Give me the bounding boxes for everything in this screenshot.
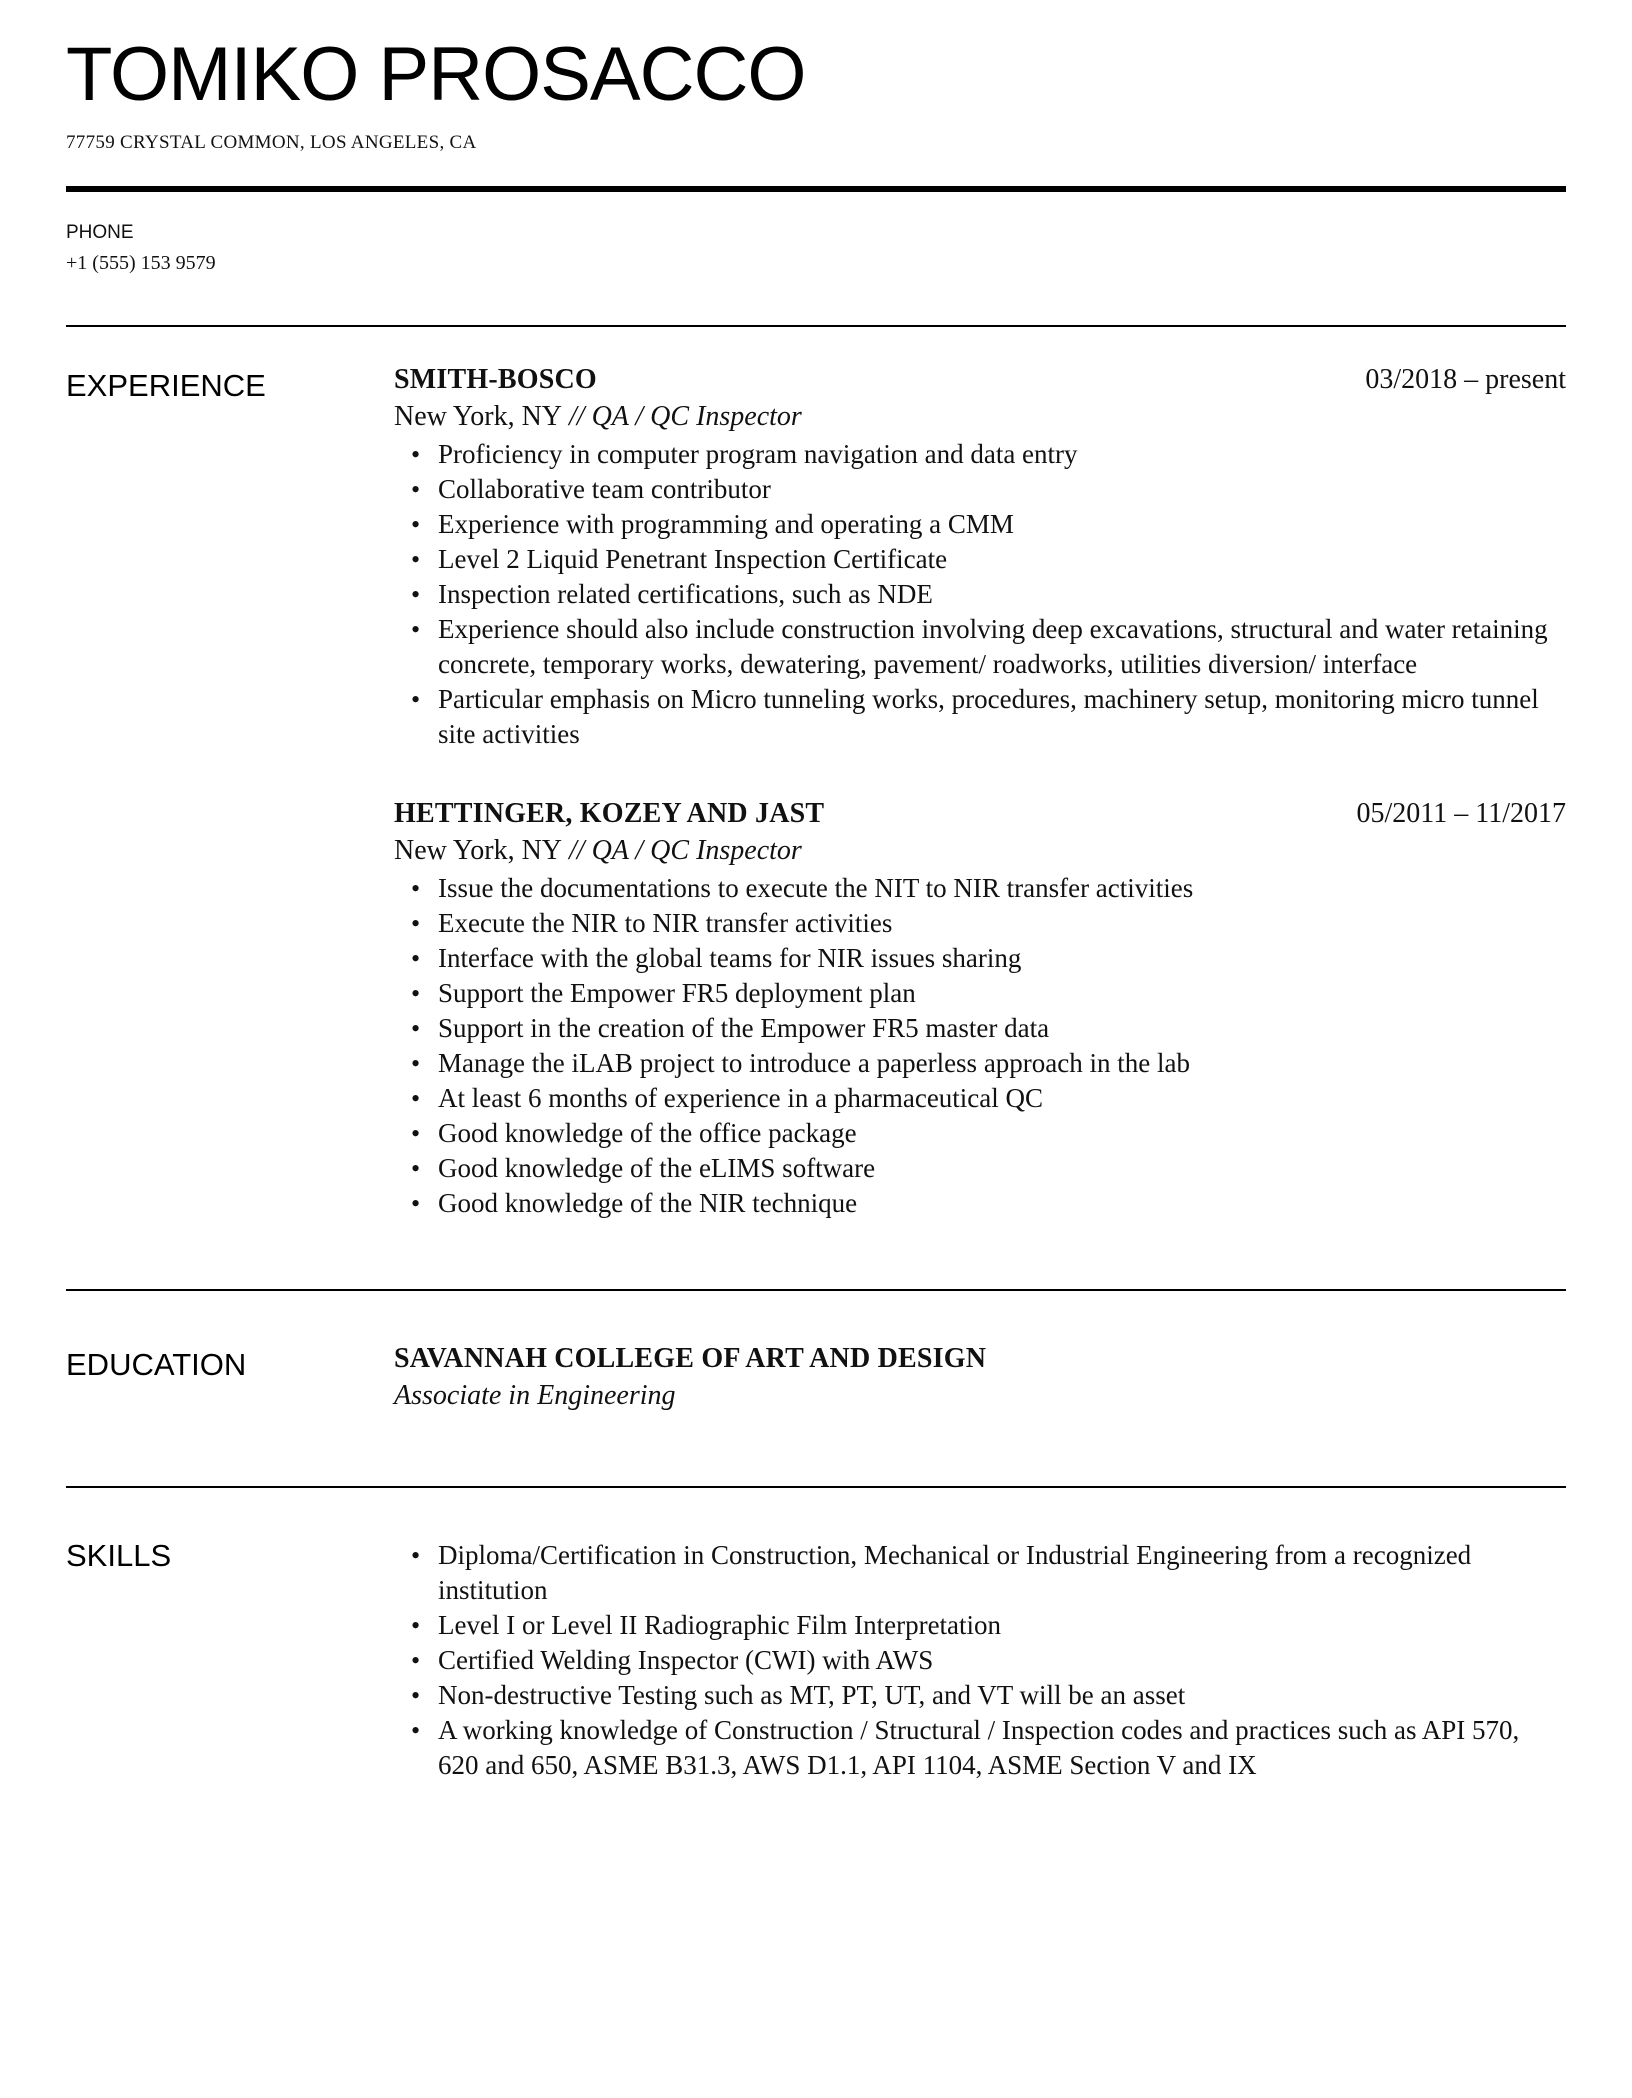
job-separator: // (562, 835, 592, 866)
education-section (66, 1341, 1566, 1416)
skill-item: • Level I or Level II Radiographic Film Interpretation (394, 1608, 1566, 1643)
degree (394, 1376, 1566, 1416)
bullet-item: • Execute the NIR to NIR transfer activities (394, 906, 1566, 941)
job-separator: // (562, 401, 592, 432)
experience-section (66, 362, 1566, 1221)
job-role: QA / QC Inspector (591, 401, 802, 432)
skill-item: • Diploma/Certification in Construction, Mechanical or Industrial Engineering from a recognized institution (394, 1538, 1566, 1608)
job-role: QA / QC Inspector (591, 835, 802, 866)
skills-section (66, 1538, 1566, 1783)
job-subtitle (394, 397, 1566, 437)
education-heading: EDUCATION (66, 1347, 247, 1382)
job-header (394, 362, 1566, 397)
experience-body (394, 362, 1566, 1221)
education-body (394, 1341, 1566, 1416)
job-header (394, 796, 1566, 831)
skill-item: • Non-destructive Testing such as MT, PT, UT, and VT will be an asset (394, 1678, 1566, 1713)
bullet-item: • Manage the iLAB project to introduce a paperless approach in the lab (394, 1046, 1566, 1081)
company-name: HETTINGER, KOZEY AND JAST (394, 798, 825, 829)
job-entry (394, 362, 1566, 752)
job-bullets (394, 871, 1566, 1221)
skills-list (394, 1538, 1566, 1783)
experience-heading: EXPERIENCE (66, 368, 266, 403)
bullet-item: • Experience with programming and operating a CMM (394, 507, 1566, 542)
section-divider (66, 1486, 1566, 1488)
skill-item: • Certified Welding Inspector (CWI) with AWS (394, 1643, 1566, 1678)
bullet-item: • Inspection related certifications, such as NDE (394, 577, 1566, 612)
bullet-item: • Good knowledge of the NIR technique (394, 1186, 1566, 1221)
bullet-item: • Experience should also include construction involving deep excavations, structural and water retaining concrete, temporary works, dewatering, pavement/ roadworks, utilities diversion/ interface (394, 612, 1566, 682)
section-divider (66, 325, 1566, 327)
company-name: SMITH-BOSCO (394, 364, 597, 395)
phone-label: PHONE (66, 222, 134, 243)
bullet-item: • At least 6 months of experience in a pharmaceutical QC (394, 1081, 1566, 1116)
bullet-item: • Collaborative team contributor (394, 472, 1566, 507)
skills-body (394, 1538, 1566, 1783)
skills-heading: SKILLS (66, 1538, 172, 1573)
skill-item: • A working knowledge of Construction / Structural / Inspection codes and practices such as API 570, 620 and 650, ASME B31.3, AWS D1.1, API 1104, ASME Section V and IX (394, 1713, 1566, 1783)
job-bullets (394, 437, 1566, 752)
bullet-item: • Support the Empower FR5 deployment plan (394, 976, 1566, 1011)
bullet-item: • Support in the creation of the Empower FR5 master data (394, 1011, 1566, 1046)
bullet-item: • Good knowledge of the eLIMS software (394, 1151, 1566, 1186)
bullet-item: • Good knowledge of the office package (394, 1116, 1566, 1151)
degree-text: Associate in Engineering (394, 1380, 676, 1411)
job-dates: 05/2011 – 11/2017 (1356, 798, 1566, 829)
phone-number: +1 (555) 153 9579 (66, 252, 216, 274)
bullet-item: • Proficiency in computer program navigation and data entry (394, 437, 1566, 472)
section-divider (66, 1289, 1566, 1291)
job-location: New York, NY (394, 401, 563, 432)
job-dates: 03/2018 – present (1365, 364, 1566, 395)
school-name: SAVANNAH COLLEGE OF ART AND DESIGN (394, 1343, 987, 1374)
bullet-item: • Level 2 Liquid Penetrant Inspection Certificate (394, 542, 1566, 577)
header-divider (66, 186, 1566, 192)
job-location: New York, NY (394, 835, 563, 866)
bullet-item: • Interface with the global teams for NIR issues sharing (394, 941, 1566, 976)
candidate-name: TOMIKO PROSACCO (66, 32, 806, 117)
bullet-item: • Particular emphasis on Micro tunneling works, procedures, machinery setup, monitoring micro tunnel site activities (394, 682, 1566, 752)
job-subtitle (394, 831, 1566, 871)
bullet-item: • Issue the documentations to execute the NIT to NIR transfer activities (394, 871, 1566, 906)
address: 77759 CRYSTAL COMMON, LOS ANGELES, CA (66, 132, 477, 153)
job-entry (394, 796, 1566, 1221)
